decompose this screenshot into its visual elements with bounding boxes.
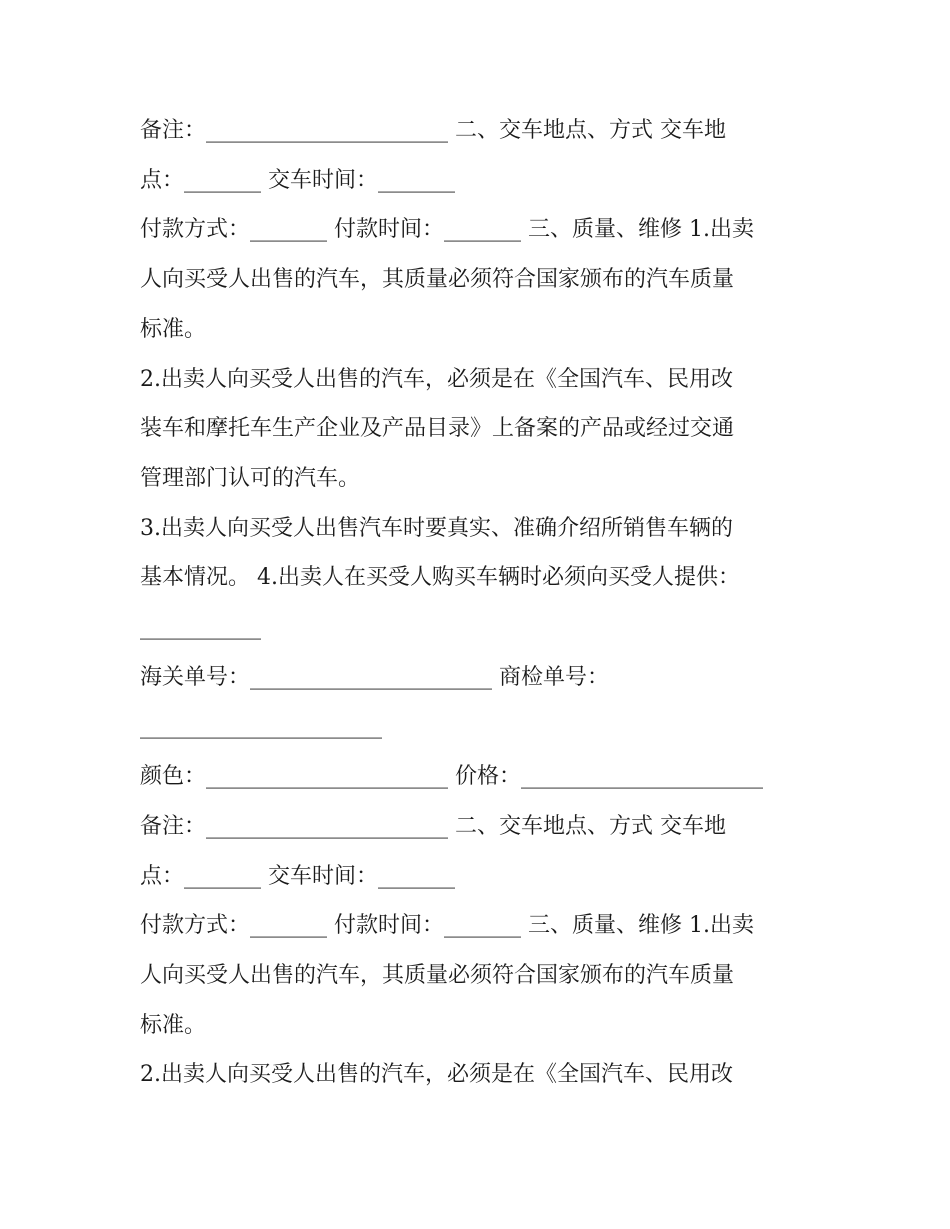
text-line: 人向买受人出售的汽车，其质量必须符合国家颁布的汽车质量 [140,962,735,988]
text-line: ______________________ [140,714,382,740]
text-line: 备注：______________________ 二、交车地点、方式 交车地 [140,813,726,839]
text-line: 颜色：______________________ 价格：______________________ [140,764,763,790]
text-line: 点：_______ 交车时间：_______ [140,863,455,889]
text-line: 人向买受人出售的汽车，其质量必须符合国家颁布的汽车质量 [140,267,735,293]
text-line: 2.出卖人向买受人出售的汽车，必须是在《全国汽车、民用改 [140,366,733,392]
text-line: 海关单号：______________________ 商检单号： [140,664,609,690]
text-line: ___________ [140,615,261,641]
text-line: 2.出卖人向买受人出售的汽车，必须是在《全国汽车、民用改 [140,1062,733,1088]
document-body [140,106,830,1100]
text-line: 付款方式：_______ 付款时间：_______ 三、质量、维修 1.出卖 [140,913,754,939]
text-line: 基本情况。 4.出卖人在买受人购买车辆时必须向买受人提供： [140,565,740,591]
text-line: 标准。 [140,316,207,342]
text-line: 备注：______________________ 二、交车地点、方式 交车地 [140,118,726,143]
text-line: 付款方式：_______ 付款时间：_______ 三、质量、维修 1.出卖 [140,217,754,243]
text-line: 3.出卖人向买受人出售汽车时要真实、准确介绍所销售车辆的 [140,515,733,541]
text-line: 标准。 [140,1012,207,1038]
text-line: 点：_______ 交车时间：_______ [140,167,455,193]
text-line: 管理部门认可的汽车。 [140,465,361,491]
text-line: 装车和摩托车生产企业及产品目录》上备案的产品或经过交通 [140,416,735,442]
